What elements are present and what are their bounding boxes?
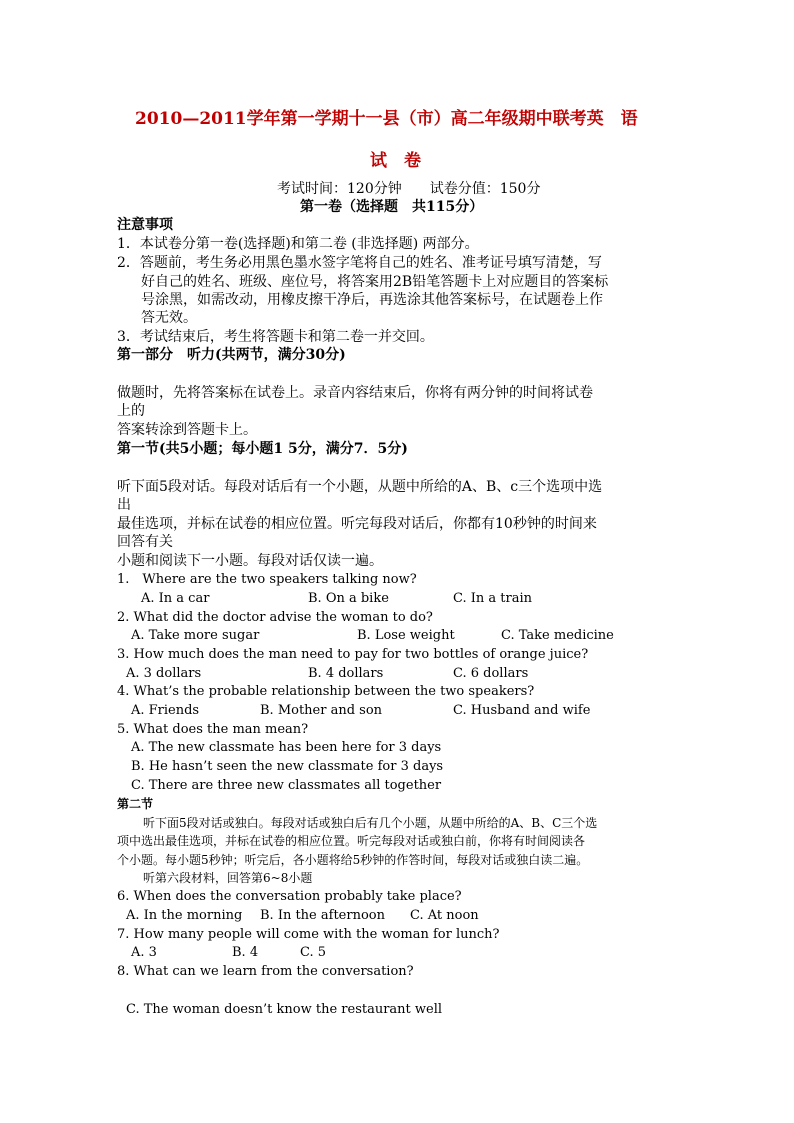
question-6: 6. When does the conversation probably take place? — [117, 889, 462, 904]
exam-info: 考试时间：120分钟 试卷分值：150分 — [277, 181, 541, 197]
part1-instruction: 答案转涂到答题卡上。 — [117, 422, 257, 438]
section1-instruction: 出 — [117, 497, 131, 513]
notice-item: 好自己的姓名、班级、座位号，将答案用2B铅笔答题卡上对应题目的答案标 — [141, 274, 609, 290]
question-4-option-b: B. Mother and son — [260, 703, 383, 718]
question-8-option-c: C. The woman doesn’t know the restaurant well — [126, 1002, 443, 1017]
question-5: 5. What does the man mean? — [117, 722, 309, 737]
question-5-option-c: C. There are three new classmates all together — [131, 778, 442, 793]
question-7-option-b: B. 4 — [232, 945, 259, 960]
section1-instruction: 回答有关 — [117, 534, 173, 550]
question-7-option-a: A. 3 — [131, 945, 157, 960]
question-1-option-c: C. In a train — [453, 591, 532, 606]
question-3: 3. How much does the man need to pay for two bottles of orange juice? — [117, 647, 589, 662]
part1-heading: 第一部分 听力(共两节，满分30分) — [117, 347, 346, 363]
volume1-heading: 第一卷（选择题 共115分） — [300, 199, 484, 215]
question-1-option-a: A. In a car — [141, 591, 210, 606]
section1-instruction: 小题和阅读下一小题。每段对话仅读一遍。 — [117, 553, 383, 569]
question-5-option-a: A. The new classmate has been here for 3 days — [131, 740, 442, 755]
question-6-option-b: B. In the afternoon — [260, 908, 385, 923]
question-4-option-c: C. Husband and wife — [453, 703, 591, 718]
question-2-option-b: B. Lose weight — [357, 628, 455, 643]
question-2: 2. What did the doctor advise the woman to do? — [117, 610, 433, 625]
question-7-option-c: C. 5 — [300, 945, 327, 960]
question-4: 4. What’s the probable relationship between the two speakers? — [117, 684, 535, 699]
question-2-option-c: C. Take medicine — [501, 628, 614, 643]
question-6-option-c: C. At noon — [410, 908, 479, 923]
part1-instruction: 做题时，先将答案标在试卷上。录音内容结束后，你将有两分钟的时间将试卷 — [117, 385, 593, 401]
question-6-option-a: A. In the morning — [126, 908, 243, 923]
question-3-option-a: A. 3 dollars — [126, 666, 202, 681]
question-3-option-c: C. 6 dollars — [453, 666, 529, 681]
question-2-option-a: A. Take more sugar — [131, 628, 260, 643]
section2-instruction: 听第六段材料，回答第6~8小题 — [143, 871, 313, 885]
notice-item: 号涂黑，如需改动，用橡皮擦干净后，再选涂其他答案标号，在试题卷上作 — [141, 292, 603, 308]
question-8: 8. What can we learn from the conversation? — [117, 964, 414, 979]
section2-instruction: 听下面5段对话或独白。每段对话或独白后有几个小题，从题中所给的A、B、C三个选 — [143, 816, 598, 830]
section2-instruction: 个小题。每小题5秒钟；听完后，各小题将给5秒钟的作答时间，每段对话或独白读二遍。 — [117, 853, 589, 867]
notice-item: 1．本试卷分第一卷(选择题)和第二卷 (非选择题) 两部分。 — [117, 236, 479, 252]
section1-heading: 第一节(共5小题；每小题1 5分，满分7．5分) — [117, 441, 408, 457]
question-4-option-a: A. Friends — [131, 703, 200, 718]
exam-title-line2: 试 卷 — [370, 151, 421, 171]
notice-item: 答无效。 — [141, 310, 197, 326]
section1-instruction: 最佳选项，并标在试卷的相应位置。听完每段对话后，你都有10秒钟的时间来 — [117, 516, 597, 532]
question-5-option-b: B. He hasn’t seen the new classmate for 3 days — [131, 759, 444, 774]
section2-instruction: 项中选出最佳选项，并标在试卷的相应位置。听完每段对话或独白前，你将有时间阅读各 — [117, 834, 586, 848]
section1-instruction: 听下面5段对话。每段对话后有一个小题，从题中所给的A、B、c三个选项中选 — [117, 479, 603, 495]
notice-item: 3．考试结束后，考生将答题卡和第二卷一并交回。 — [117, 329, 434, 345]
part1-instruction: 上的 — [117, 403, 145, 419]
question-1: 1. Where are the two speakers talking now? — [117, 572, 417, 587]
question-7: 7. How many people will come with the woman for lunch? — [117, 927, 500, 942]
exam-title-line1: 2010—2011学年第一学期十一县（市）高二年级期中联考英 语 — [135, 109, 638, 129]
question-3-option-b: B. 4 dollars — [308, 666, 384, 681]
question-1-option-b: B. On a bike — [308, 591, 389, 606]
section2-heading: 第二节 — [117, 797, 154, 811]
notice-heading: 注意事项 — [117, 217, 173, 233]
notice-item: 2．答题前，考生务必用黑色墨水签字笔将自己的姓名、准考证号填写清楚，写 — [117, 255, 602, 271]
